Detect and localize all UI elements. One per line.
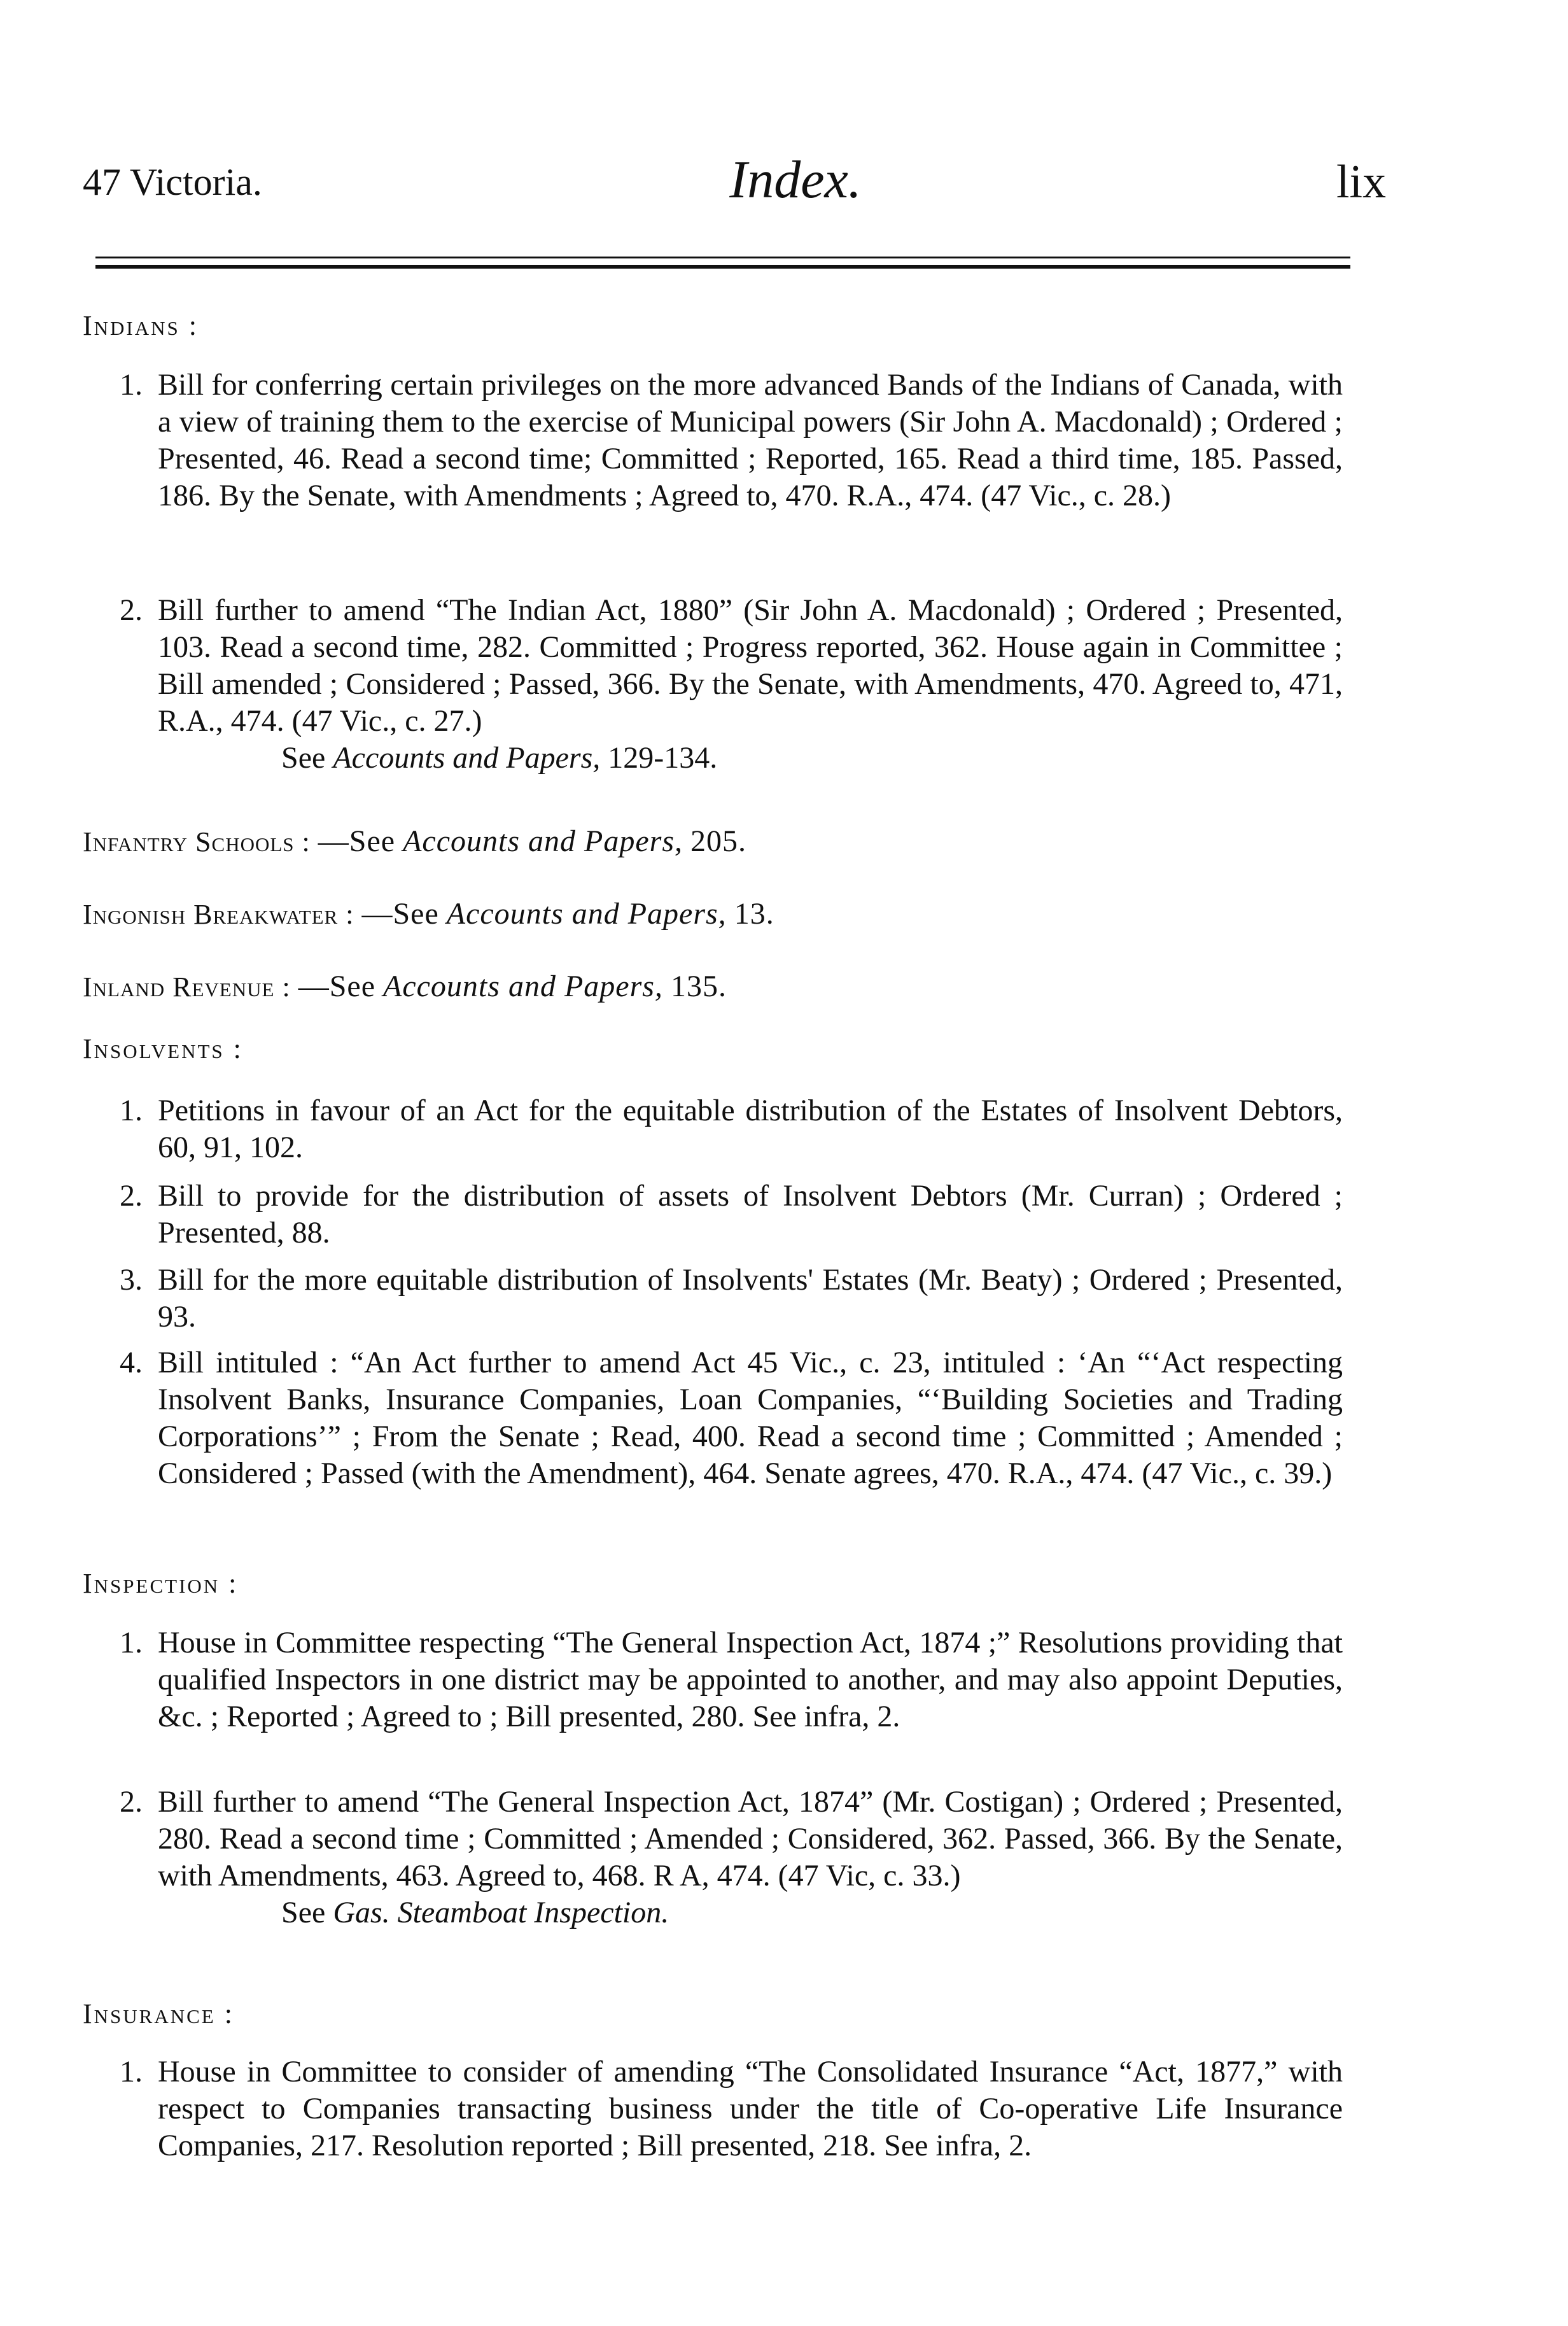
see-prefix: —See — [361, 897, 439, 931]
section-heading-inspection: Inspection : — [83, 1568, 239, 1599]
header-page-number: lix — [1336, 156, 1387, 208]
item-number: 4. — [120, 1346, 143, 1379]
list-item — [120, 592, 1343, 777]
see-pages: 129-134. — [608, 741, 718, 775]
list-item — [120, 1344, 1343, 1492]
see-prefix: See — [281, 741, 326, 775]
item-text: Bill intituled : “An Act further to amend Act 45 Vic., c. 23, intituled : ‘An “‘Act respecting Insolvent Banks, Insurance Companies, Loan Companies, “‘Building Societies and Trading Corporations’” ; From the Senate ; Read, 400. Read a second time ; Committed ; Amended ; Considered ; Passed (with the Amendment), 464. Senate agrees, 470. R.A., 474. (47 Vic., c. 39.) — [158, 1346, 1343, 1490]
see-pages: 205. — [690, 824, 747, 858]
section-heading-insolvents: Insolvents : — [83, 1033, 243, 1064]
item-number: 1. — [120, 1626, 143, 1660]
header-rule-thick — [95, 265, 1350, 269]
item-text: Petitions in favour of an Act for the equitable distribution of the Estates of Insolvent Debtors, 60, 91, 102. — [158, 1094, 1343, 1164]
see-pages: 13. — [734, 897, 774, 931]
item-text: Bill to provide for the distribution of assets of Insolvent Debtors (Mr. Curran) ; Ordered ; Presented, 88. — [158, 1179, 1343, 1250]
list-item — [120, 1178, 1343, 1251]
item-text: Bill for conferring certain privileges on the more advanced Bands of the Indians of Canada, with a view of training them to the exercise of Municipal powers (Sir John A. Macdonald) ; Ordered ; Presented, 46. Read a second time; Committed ; Reported, 165. Read a third time, 185. Passed, 186. By the Senate, with Amendments ; Agreed to, 470. R.A., 474. (47 Vic., c. 28.) — [158, 368, 1343, 512]
item-text: Bill for the more equitable distribution of Insolvents' Estates (Mr. Beaty) ; Ordered ; Presented, 93. — [158, 1263, 1343, 1334]
see-prefix: See — [281, 1896, 326, 1929]
item-text: Bill further to amend “The General Inspection Act, 1874” (Mr. Costigan) ; Ordered ; Presented, 280. Read a second time ; Committed ; Amended ; Considered, 362. Passed, 366. By the Senate, with Amendments, 463. Agreed to, 468. R A, 474. (47 Vic, c. 33.) — [158, 1785, 1343, 1893]
see-prefix: —See — [298, 969, 375, 1003]
header-volume: 47 Victoria. — [83, 161, 262, 203]
see-ref: Gas. Steamboat Inspection. — [333, 1896, 669, 1929]
heading-text: Inland Revenue : — [83, 971, 291, 1003]
section-heading-inland-revenue — [83, 969, 727, 1004]
see-ref: Accounts and Papers, — [383, 969, 663, 1003]
item-number: 1. — [120, 368, 143, 402]
item-number: 1. — [120, 2055, 143, 2089]
item-number: 2. — [120, 1785, 143, 1819]
see-reference — [158, 740, 1343, 777]
see-ref: Accounts and Papers, — [446, 897, 727, 931]
page-header — [83, 150, 1568, 224]
see-reference — [158, 1894, 1343, 1931]
section-heading-ingonish — [83, 896, 774, 931]
item-text: House in Committee respecting “The General Inspection Act, 1874 ;” Resolutions providing that qualified Inspectors in one district may be appointed to another, and may also appoint Deputies, &c. ; Reported ; Agreed to ; Bill presented, 280. See infra, 2. — [158, 1626, 1343, 1733]
item-text: Bill further to amend “The Indian Act, 1880” (Sir John A. Macdonald) ; Ordered ; Presented, 103. Read a second time, 282. Committed ; Progress reported, 362. House again in Committee ; Bill amended ; Considered ; Passed, 366. By the Senate, with Amendments, 470. Agreed to, 471, R.A., 474. (47 Vic., c. 27.) — [158, 593, 1343, 738]
item-text: House in Committee to consider of amending “The Consolidated Insurance “Act, 1877,” with respect to Companies transacting business under the title of Co-operative Life Insurance Companies, 217. Resolution reported ; Bill presented, 218. See infra, 2. — [158, 2055, 1343, 2162]
heading-text: Infantry Schools : — [83, 826, 311, 857]
item-number: 1. — [120, 1094, 143, 1127]
list-item — [120, 1092, 1343, 1166]
list-item — [120, 367, 1343, 514]
list-item — [120, 1625, 1343, 1735]
list-item — [120, 2054, 1343, 2164]
header-rule-thin — [95, 257, 1350, 258]
see-prefix: —See — [318, 824, 396, 858]
item-number: 2. — [120, 1179, 143, 1213]
list-item — [120, 1784, 1343, 1931]
section-heading-indians: Indians : — [83, 310, 199, 341]
section-heading-infantry — [83, 824, 746, 859]
see-pages: 135. — [670, 969, 727, 1003]
item-number: 2. — [120, 593, 143, 627]
list-item — [120, 1262, 1343, 1336]
heading-text: Ingonish Breakwater : — [83, 899, 354, 930]
item-number: 3. — [120, 1263, 143, 1297]
see-ref: Accounts and Papers, — [333, 741, 601, 775]
header-title: Index. — [729, 150, 862, 209]
section-heading-insurance: Insurance : — [83, 1998, 234, 2029]
see-ref: Accounts and Papers, — [403, 824, 683, 858]
